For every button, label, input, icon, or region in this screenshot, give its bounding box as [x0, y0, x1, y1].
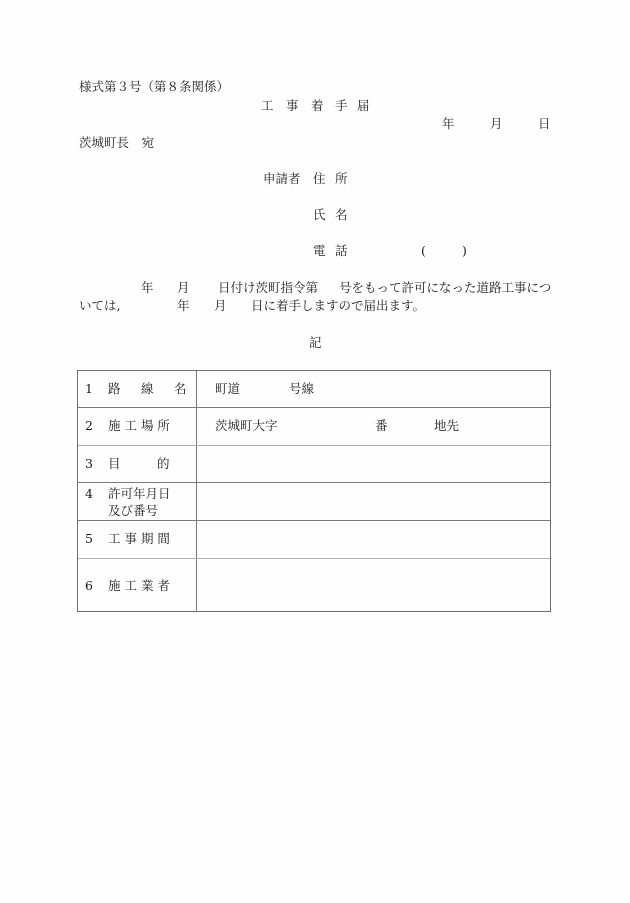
row-number: 3	[85, 456, 93, 471]
row-label-line2: 及び番号	[108, 503, 159, 518]
row-number: 4	[85, 486, 93, 501]
date-month: 月	[490, 116, 503, 131]
row-label: 施 工 業 者	[108, 578, 170, 593]
table-row-contractor	[78, 558, 550, 611]
table-row-construction-site	[78, 407, 550, 445]
addressee: 茨城町長 宛	[79, 135, 155, 150]
body-year: 年	[141, 280, 154, 295]
label-cell	[78, 446, 196, 482]
body-text: 号をもって許可になった道路工事につ	[339, 280, 552, 295]
row-label: 路 線 名	[108, 381, 191, 396]
body-text: 日に着手しますので届出ます。	[251, 298, 426, 313]
phone-label-char: 電	[313, 243, 326, 258]
table-row-route-name	[78, 371, 550, 407]
applicant-label: 申請者	[263, 171, 301, 186]
row-number: 1	[85, 381, 93, 396]
value-cell[interactable]	[197, 408, 550, 445]
value-cell[interactable]	[197, 446, 550, 482]
body-year: 年	[177, 298, 190, 313]
value-text: 号線	[289, 381, 315, 396]
title-char: 事	[286, 98, 299, 113]
value-cell[interactable]	[197, 371, 550, 407]
date-year: 年	[442, 116, 455, 131]
row-label-left: 目	[108, 456, 121, 471]
label-cell	[78, 559, 196, 611]
row-number: 6	[85, 578, 93, 593]
body-month: 月	[214, 298, 227, 313]
row-label: 施 工 場 所	[108, 418, 170, 433]
title-char: 着	[311, 98, 324, 113]
body-text: 日付け茨町指令第	[218, 280, 319, 295]
address-label-char: 住	[313, 171, 326, 186]
title-char: 届	[357, 98, 370, 113]
row-label: 工 事 期 間	[108, 531, 170, 546]
phone-paren-close: )	[462, 243, 467, 258]
value-text: 町道	[215, 381, 241, 396]
phone-label-char: 話	[335, 243, 348, 258]
table-row-construction-period	[78, 520, 550, 558]
form-number: 様式第３号（第８条関係）	[79, 79, 230, 94]
ki-heading: 記	[309, 335, 322, 350]
row-label-line1: 許可年月日	[108, 486, 171, 501]
label-cell	[78, 408, 196, 445]
details-table	[77, 370, 551, 612]
value-text: 番	[375, 418, 388, 433]
name-label-char: 氏	[313, 207, 326, 222]
table-row-purpose	[78, 445, 550, 482]
body-text: いては,	[79, 298, 121, 313]
value-cell[interactable]	[197, 521, 550, 558]
row-number: 5	[85, 531, 93, 546]
table-row-permit-date-number	[78, 482, 550, 520]
name-label-char: 名	[335, 207, 348, 222]
date-day: 日	[538, 116, 551, 131]
row-number: 2	[85, 418, 93, 433]
row-label-right: 的	[157, 456, 170, 471]
address-label-char: 所	[335, 171, 348, 186]
value-text: 茨城町大字	[215, 418, 278, 433]
body-month: 月	[177, 280, 190, 295]
label-cell	[78, 483, 196, 520]
value-text: 地先	[434, 418, 460, 433]
title-char: 手	[335, 98, 348, 113]
value-cell[interactable]	[197, 483, 550, 520]
phone-paren-open: (	[421, 243, 426, 258]
title-char: 工	[261, 98, 274, 113]
value-cell[interactable]	[197, 559, 550, 611]
label-cell	[78, 371, 196, 407]
label-cell	[78, 521, 196, 558]
